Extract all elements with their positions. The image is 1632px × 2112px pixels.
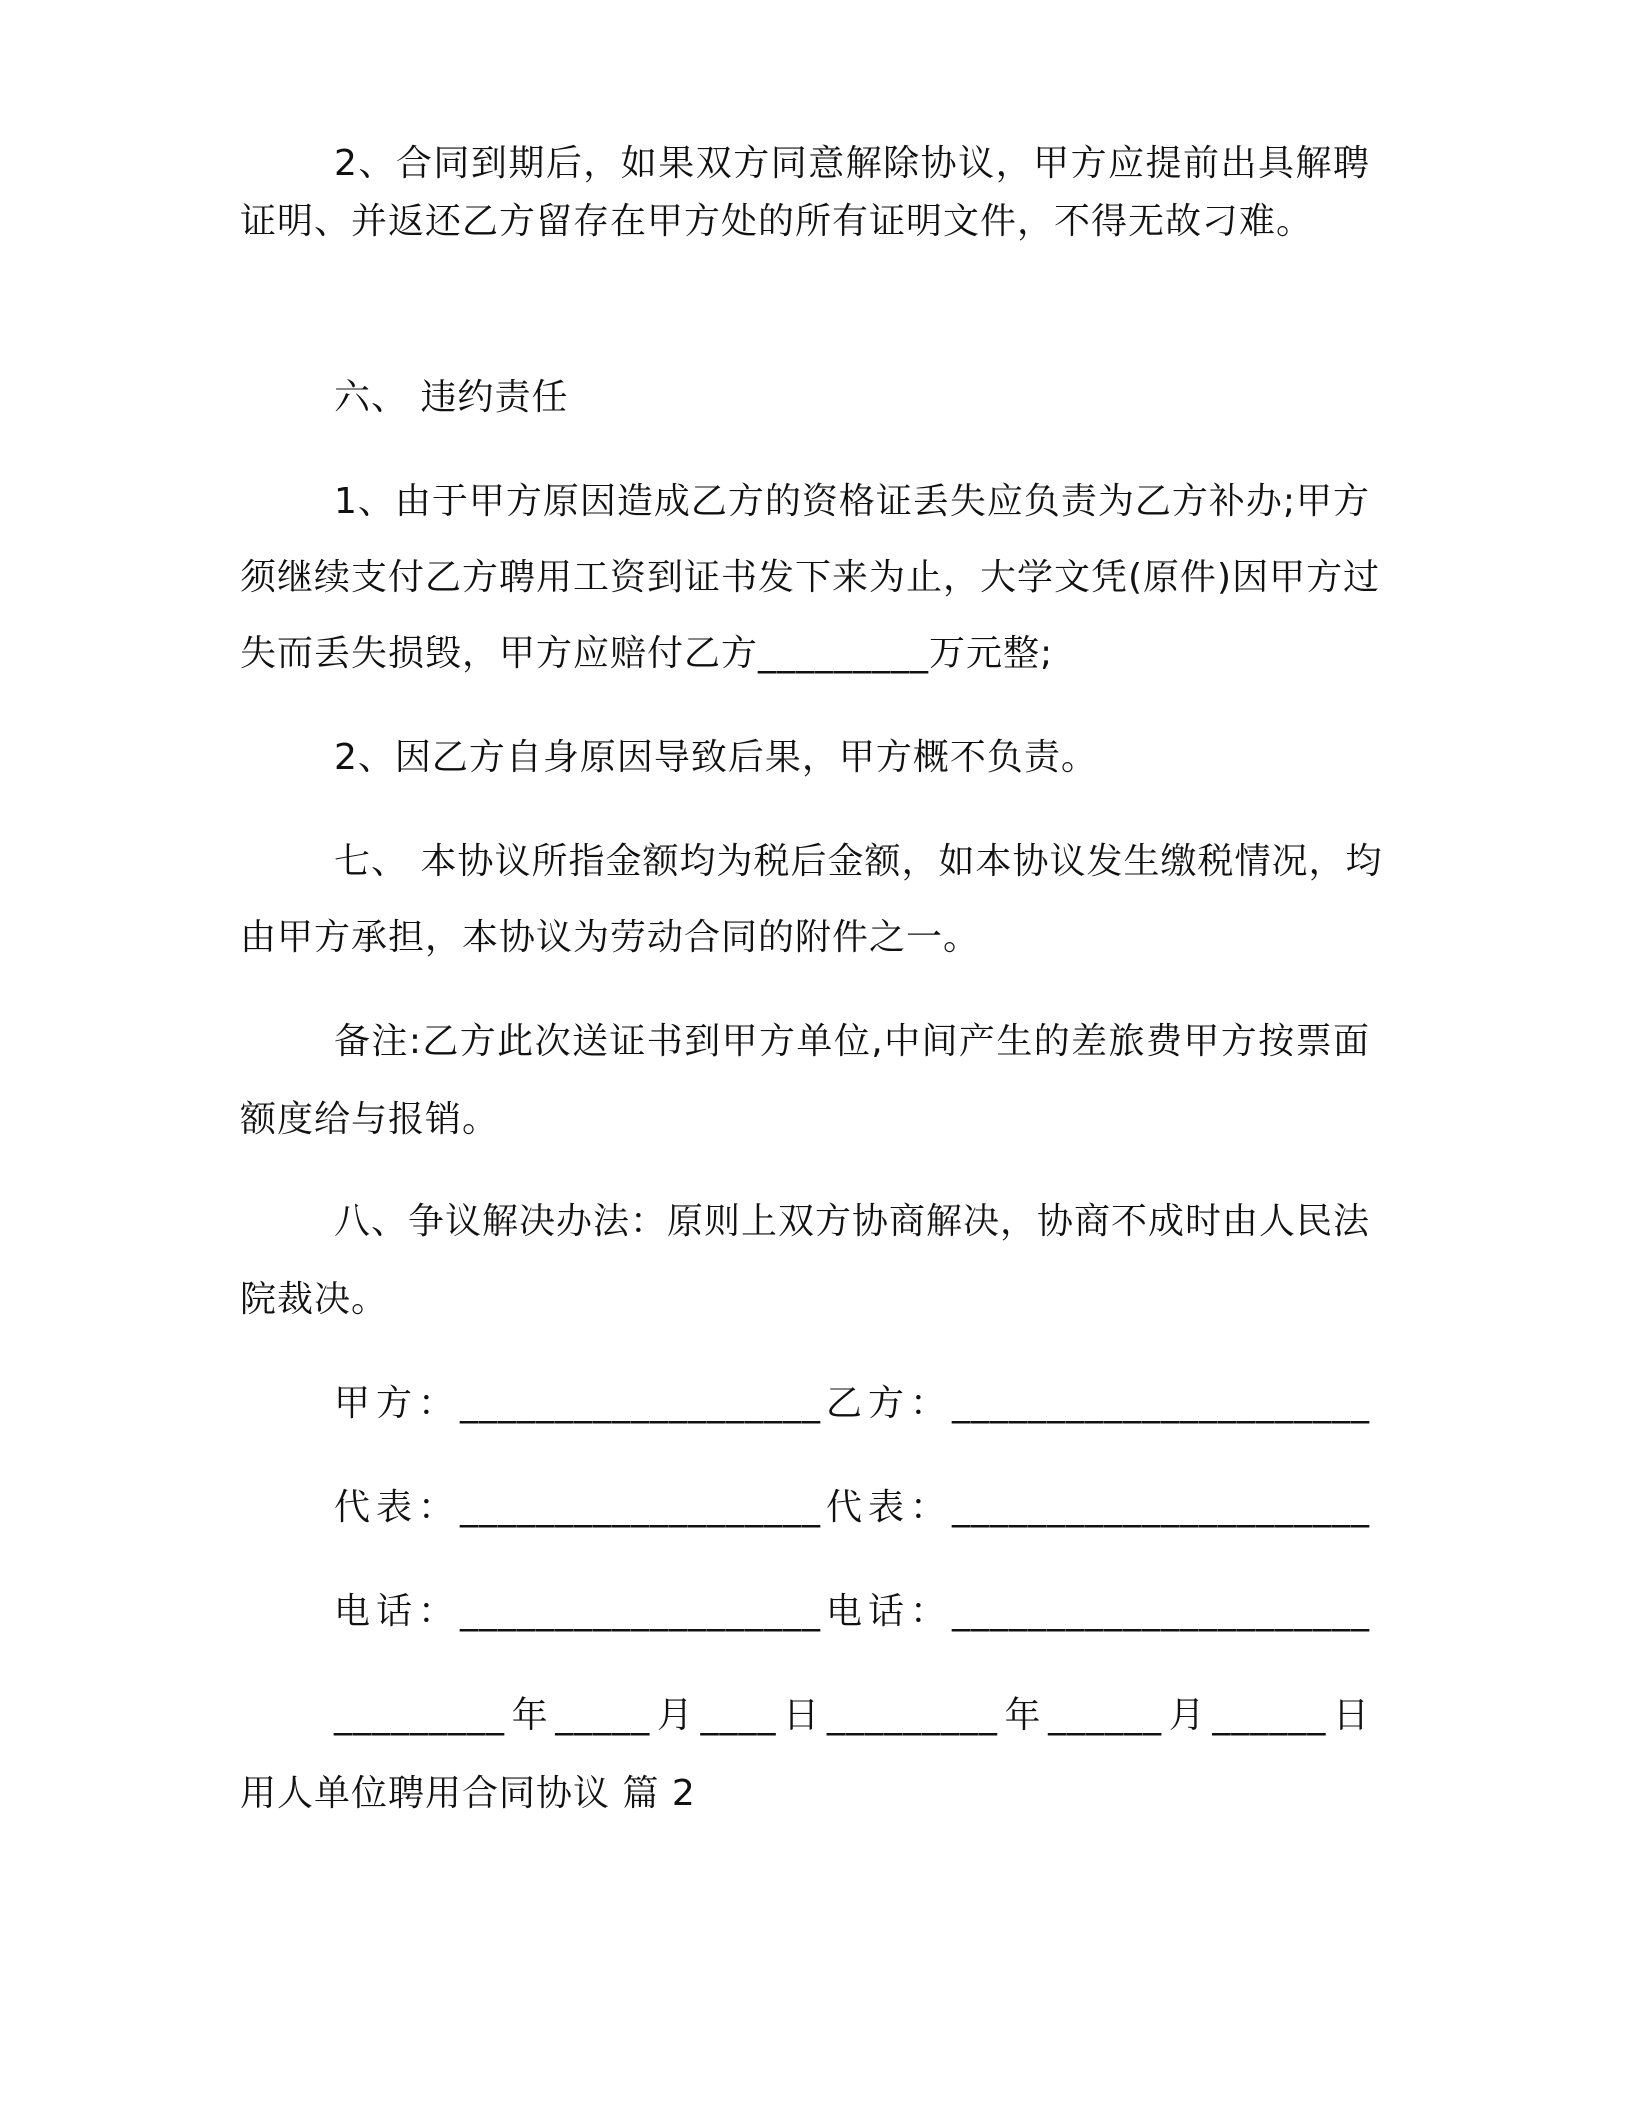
signature-party-row: 甲方：___________________乙方：______________________ (334, 1383, 1370, 1424)
signature-date-row: _________年_____月____日_________年______月______日 (334, 1695, 1370, 1736)
termination-paragraph-line-2: 证明、并返还乙方留存在甲方处的所有证明文件，不得无故刁难。 (240, 201, 1314, 242)
heading-breach-of-contract: 六、 违约责任 (334, 377, 569, 418)
dispute-clause-line-1: 八、争议解决办法：原则上双方协商解决，协商不成时由人民法 (334, 1201, 1371, 1242)
signature-representative-row: 代表：___________________代表：______________________ (334, 1487, 1370, 1528)
note-paragraph-line-1: 备注:乙方此次送证书到甲方单位,中间产生的差旅费甲方按票面 (334, 1021, 1370, 1062)
liability-clause-2: 2、因乙方自身原因导致后果，甲方概不负责。 (334, 737, 1098, 778)
liability-clause-1-line-1: 1、由于甲方原因造成乙方的资格证丢失应负责为乙方补办;甲方 (334, 481, 1371, 522)
termination-paragraph-line-1: 2、合同到期后，如果双方同意解除协议，甲方应提前出具解聘 (334, 143, 1370, 184)
next-section-title: 用人单位聘用合同协议 篇 2 (240, 1773, 696, 1814)
liability-clause-1-line-3: 失而丢失损毁，甲方应赔付乙方_________万元整; (240, 633, 1054, 674)
dispute-clause-line-2: 院裁决。 (240, 1279, 389, 1320)
liability-clause-1-line-2: 须继续支付乙方聘用工资到证书发下来为止，大学文凭(原件)因甲方过 (240, 557, 1381, 598)
clause-seven-line-1: 七、 本协议所指金额均为税后金额，如本协议发生缴税情况，均 (334, 841, 1383, 882)
clause-seven-line-2: 由甲方承担，本协议为劳动合同的附件之一。 (240, 917, 981, 958)
signature-phone-row: 电话：___________________电话：______________________ (334, 1591, 1370, 1632)
note-paragraph-line-2: 额度给与报销。 (240, 1099, 500, 1140)
